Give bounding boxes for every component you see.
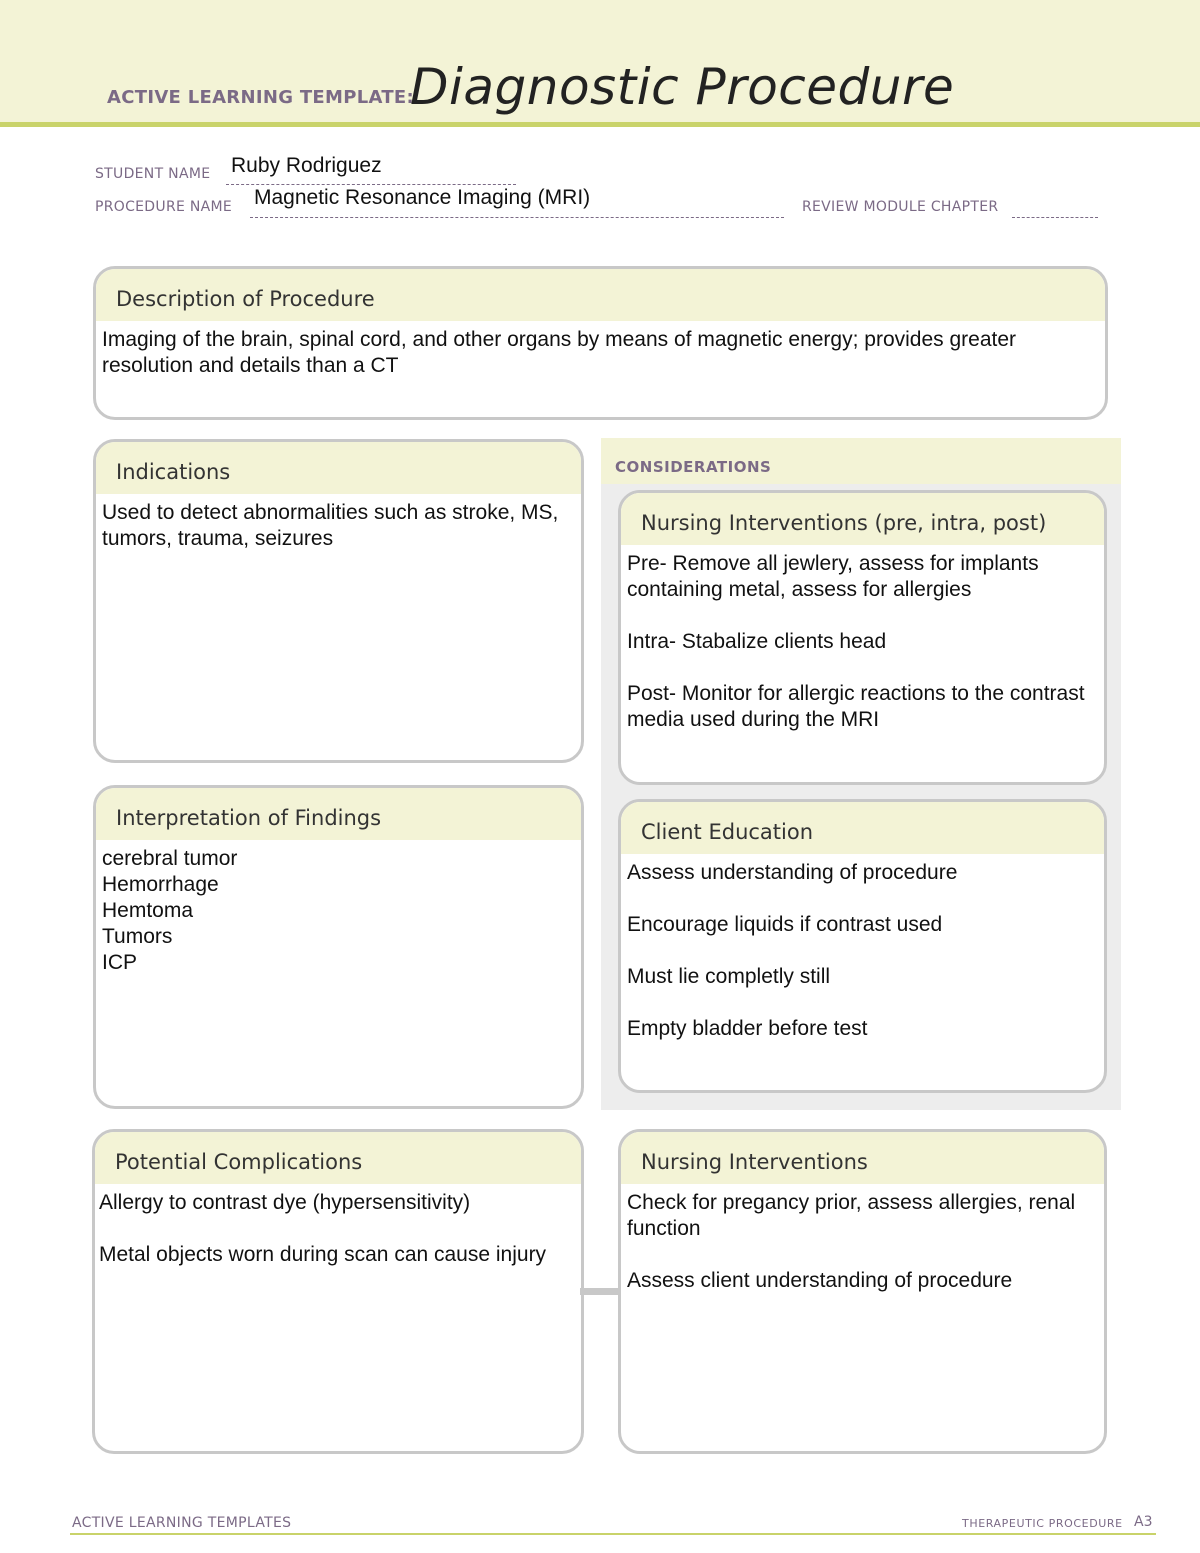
list-item: Encourage liquids if contrast used [627,913,943,936]
description-body[interactable] [96,321,1105,379]
template-title: Diagnostic Procedure [410,58,955,116]
footer-right: THERAPEUTIC PROCEDURE [962,1517,1123,1530]
review-module-line [1012,197,1098,218]
complications-body[interactable] [95,1184,581,1268]
list-item: Post- Monitor for allergic reactions to the contrast media used during the MRI [627,682,1085,731]
nursing-interventions-bottom-title: Nursing Interventions [621,1132,1104,1184]
list-item: Allergy to contrast dye (hypersensitivity) [99,1191,471,1214]
list-item: Pre- Remove all jewlery, assess for implants containing metal, assess for allergies [627,552,1039,601]
indications-box [93,439,584,763]
footer-left: ACTIVE LEARNING TEMPLATES [72,1515,292,1531]
footer-rule [70,1533,1156,1535]
student-name-value[interactable]: Ruby Rodriguez [231,154,382,177]
description-box [93,266,1108,420]
interpretation-body[interactable] [96,840,581,976]
indications-text: Used to detect abnormalities such as stroke, MS, tumors, trauma, seizures [102,501,559,550]
list-item: Tumors [102,925,173,948]
nursing-interventions-box [618,490,1107,785]
complications-box [92,1129,584,1454]
list-item: ICP [102,951,138,974]
client-education-box [618,799,1107,1093]
footer-page-number: A3 [1134,1514,1153,1530]
list-item: Hemorrhage [102,873,219,896]
nursing-interventions-title: Nursing Interventions (pre, intra, post) [621,493,1104,545]
list-item: Check for pregancy prior, assess allergies, renal function [627,1191,1076,1240]
procedure-name-label: PROCEDURE NAME [95,199,233,215]
client-education-body[interactable] [621,854,1104,1042]
nursing-interventions-bottom-box [618,1129,1107,1454]
complications-title: Potential Complications [95,1132,581,1184]
student-name-label: STUDENT NAME [95,166,211,182]
considerations-label: CONSIDERATIONS [601,438,1121,484]
list-item: Assess understanding of procedure [627,861,958,884]
list-item: Must lie completly still [627,965,831,988]
list-item: Hemtoma [102,899,194,922]
list-item: Empty bladder before test [627,1017,868,1040]
list-item: Intra- Stabalize clients head [627,630,887,653]
nursing-interventions-body[interactable] [621,545,1104,733]
interpretation-title: Interpretation of Findings [96,788,581,840]
list-item: cerebral tumor [102,847,238,870]
header-rule [0,122,1200,127]
description-title: Description of Procedure [96,269,1105,321]
indications-body[interactable] [96,494,581,552]
client-education-title: Client Education [621,802,1104,854]
connector-bar [580,1288,622,1295]
indications-title: Indications [96,442,581,494]
list-item: Assess client understanding of procedure [627,1269,1013,1292]
description-text: Imaging of the brain, spinal cord, and other organs by means of magnetic energy; provides greater resolution and details than a CT [102,328,1017,377]
interpretation-box [93,785,584,1109]
review-module-label: REVIEW MODULE CHAPTER [802,199,999,215]
list-item: Metal objects worn during scan can cause injury [99,1243,547,1266]
nursing-interventions-bottom-body[interactable] [621,1184,1104,1294]
template-prefix: ACTIVE LEARNING TEMPLATE: [107,87,414,108]
procedure-name-value[interactable]: Magnetic Resonance Imaging (MRI) [254,186,591,209]
